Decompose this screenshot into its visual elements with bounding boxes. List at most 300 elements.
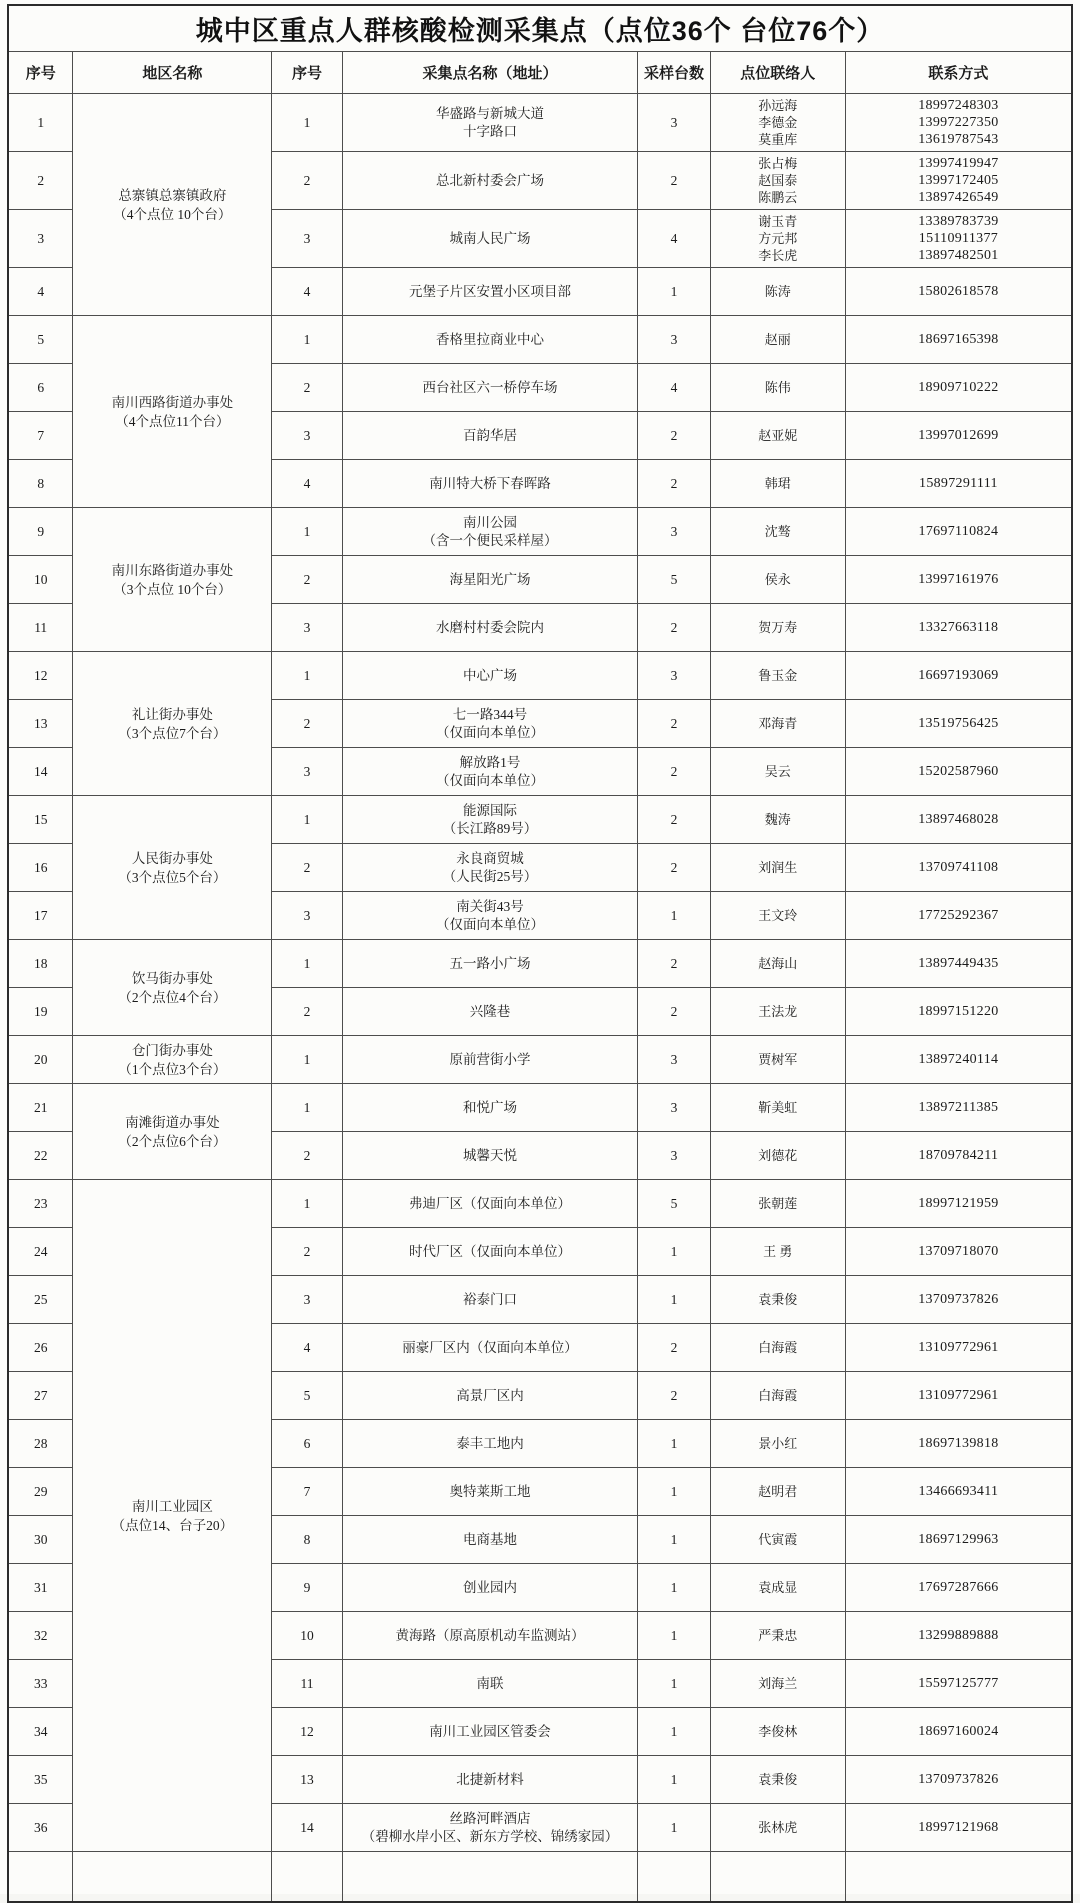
- site-cell: [342, 1708, 638, 1756]
- stations-cell: 2: [638, 604, 710, 652]
- phone-cell: [845, 364, 1072, 412]
- site-cell: [342, 460, 638, 508]
- stations-cell: 3: [638, 316, 710, 364]
- stations-cell: 3: [638, 1084, 710, 1132]
- empty-cell: [638, 1852, 710, 1902]
- site-cell: [342, 1132, 638, 1180]
- stations-cell: 3: [638, 508, 710, 556]
- contact-cell: [710, 1276, 845, 1324]
- phone-line: 13709741108: [918, 860, 999, 875]
- site-line: 元堡子片区安置小区项目部: [408, 283, 571, 299]
- site-number-cell: 2: [272, 700, 342, 748]
- region-name: 礼让街办事处: [131, 706, 213, 722]
- phone-line: 15897291111: [919, 476, 998, 491]
- phone-line: 13466693411: [918, 1484, 999, 1499]
- site-cell: [342, 1804, 638, 1852]
- table-row: [8, 796, 1072, 844]
- contact-line: 侯永: [764, 572, 791, 587]
- contact-line: 方元邦: [758, 231, 798, 246]
- column-header-serial: 序号: [8, 52, 73, 94]
- site-line: 中心广场: [462, 667, 517, 683]
- phone-line: 18909710222: [918, 380, 999, 395]
- site-number-cell: 3: [272, 748, 342, 796]
- site-cell: [342, 508, 638, 556]
- empty-cell: [73, 1852, 272, 1902]
- phone-cell: [845, 844, 1072, 892]
- contact-line: 袁秉俊: [758, 1292, 798, 1307]
- contact-cell: [710, 268, 845, 316]
- site-number-cell: 6: [272, 1420, 342, 1468]
- phone-line: 13997227350: [918, 115, 999, 130]
- row-number-cell: 29: [8, 1468, 73, 1516]
- phone-line: 17725292367: [918, 908, 999, 923]
- contact-line: 袁秉俊: [758, 1772, 798, 1787]
- table-row: [8, 508, 1072, 556]
- phone-cell: [845, 316, 1072, 364]
- contact-line: 刘润生: [758, 860, 798, 875]
- site-number-cell: 1: [272, 1036, 342, 1084]
- site-line: 高景厂区内: [456, 1387, 524, 1403]
- phone-cell: [845, 94, 1072, 152]
- row-number-cell: 19: [8, 988, 73, 1036]
- region-cell: [73, 940, 272, 1036]
- phone-cell: [845, 268, 1072, 316]
- contact-line: 张占梅: [758, 156, 798, 171]
- site-number-cell: 3: [272, 412, 342, 460]
- site-number-cell: 2: [272, 364, 342, 412]
- stations-cell: 4: [638, 210, 710, 268]
- site-number-cell: 2: [272, 988, 342, 1036]
- phone-cell: [845, 508, 1072, 556]
- row-number-cell: 22: [8, 1132, 73, 1180]
- site-cell: [342, 1612, 638, 1660]
- stations-cell: 1: [638, 1564, 710, 1612]
- site-cell: [342, 1180, 638, 1228]
- site-line: 海星阳光广场: [449, 571, 531, 587]
- phone-cell: [845, 652, 1072, 700]
- contact-cell: [710, 508, 845, 556]
- phone-cell: [845, 1468, 1072, 1516]
- site-number-cell: 3: [272, 1276, 342, 1324]
- phone-line: 13619787543: [918, 132, 999, 147]
- stations-cell: 2: [638, 940, 710, 988]
- row-number-cell: 34: [8, 1708, 73, 1756]
- site-cell: [342, 892, 638, 940]
- contact-cell: [710, 604, 845, 652]
- site-cell: [342, 412, 638, 460]
- contact-cell: [710, 1756, 845, 1804]
- row-number-cell: 18: [8, 940, 73, 988]
- site-line: 七一路344号: [452, 706, 528, 722]
- stations-cell: 2: [638, 988, 710, 1036]
- row-number-cell: 14: [8, 748, 73, 796]
- phone-cell: [845, 1660, 1072, 1708]
- site-number-cell: 3: [272, 892, 342, 940]
- site-number-cell: 10: [272, 1612, 342, 1660]
- row-number-cell: 23: [8, 1180, 73, 1228]
- site-cell: [342, 1516, 638, 1564]
- column-header-site-name: 采集点名称（地址）: [342, 52, 638, 94]
- contact-line: 袁成显: [758, 1580, 798, 1595]
- contact-cell: [710, 152, 845, 210]
- contact-line: 景小红: [758, 1436, 798, 1451]
- phone-line: 15110911377: [918, 231, 999, 246]
- contact-cell: [710, 844, 845, 892]
- phone-line: 15802618578: [918, 284, 999, 299]
- table-row: [8, 94, 1072, 152]
- site-number-cell: 1: [272, 652, 342, 700]
- contact-line: 李俊林: [758, 1724, 798, 1739]
- header-row: [8, 52, 1072, 94]
- site-cell: [342, 364, 638, 412]
- site-number-cell: 4: [272, 460, 342, 508]
- row-number-cell: 16: [8, 844, 73, 892]
- row-number-cell: 33: [8, 1660, 73, 1708]
- stations-cell: 2: [638, 844, 710, 892]
- site-line: 南川特大桥下春晖路: [429, 475, 551, 491]
- site-line: （仅面向本单位）: [435, 916, 544, 932]
- table-row: [8, 1036, 1072, 1084]
- row-number-cell: 3: [8, 210, 73, 268]
- site-line: 和悦广场: [462, 1099, 517, 1115]
- stations-cell: 3: [638, 94, 710, 152]
- phone-cell: [845, 892, 1072, 940]
- site-line: 解放路1号: [459, 754, 521, 770]
- region-cell: [73, 508, 272, 652]
- empty-row: [8, 1852, 1072, 1902]
- site-number-cell: 3: [272, 210, 342, 268]
- phone-line: 16697193069: [918, 668, 999, 683]
- stations-cell: 2: [638, 796, 710, 844]
- contact-line: 沈骜: [764, 524, 791, 539]
- phone-cell: [845, 1036, 1072, 1084]
- site-cell: [342, 700, 638, 748]
- phone-cell: [845, 1564, 1072, 1612]
- site-line: （仅面向本单位）: [435, 772, 544, 788]
- phone-cell: [845, 796, 1072, 844]
- row-number-cell: 28: [8, 1420, 73, 1468]
- row-number-cell: 9: [8, 508, 73, 556]
- phone-line: 13897211385: [918, 1100, 999, 1115]
- site-cell: [342, 210, 638, 268]
- row-number-cell: 5: [8, 316, 73, 364]
- column-header-contact: 点位联络人: [710, 52, 845, 94]
- site-cell: [342, 1372, 638, 1420]
- site-number-cell: 9: [272, 1564, 342, 1612]
- contact-cell: [710, 700, 845, 748]
- phone-line: 18997248303: [918, 98, 999, 113]
- contact-line: 陈涛: [764, 284, 791, 299]
- stations-cell: 1: [638, 892, 710, 940]
- contact-line: 王法龙: [758, 1004, 798, 1019]
- row-number-cell: 13: [8, 700, 73, 748]
- site-number-cell: 1: [272, 1084, 342, 1132]
- site-number-cell: 1: [272, 94, 342, 152]
- site-line: 南联: [476, 1675, 504, 1691]
- contact-cell: [710, 364, 845, 412]
- site-cell: [342, 844, 638, 892]
- phone-cell: [845, 604, 1072, 652]
- stations-cell: 5: [638, 1180, 710, 1228]
- contact-line: 靳美虹: [758, 1100, 798, 1115]
- site-line: 永良商贸城: [456, 850, 524, 866]
- site-number-cell: 2: [272, 1228, 342, 1276]
- site-line: 五一路小广场: [449, 955, 531, 971]
- phone-line: 15202587960: [918, 764, 999, 779]
- contact-cell: [710, 1372, 845, 1420]
- contact-cell: [710, 1564, 845, 1612]
- contact-cell: [710, 412, 845, 460]
- row-number-cell: 8: [8, 460, 73, 508]
- site-line: 泰丰工地内: [456, 1435, 524, 1451]
- contact-cell: [710, 940, 845, 988]
- site-number-cell: 2: [272, 844, 342, 892]
- phone-cell: [845, 556, 1072, 604]
- row-number-cell: 1: [8, 94, 73, 152]
- site-cell: [342, 1420, 638, 1468]
- phone-line: 13997161976: [918, 572, 999, 587]
- contact-line: 赵明君: [758, 1484, 798, 1499]
- row-number-cell: 7: [8, 412, 73, 460]
- site-cell: [342, 604, 638, 652]
- contact-cell: [710, 210, 845, 268]
- contact-line: 白海霞: [758, 1340, 798, 1355]
- site-line: 华盛路与新城大道: [435, 105, 544, 121]
- row-number-cell: 36: [8, 1804, 73, 1852]
- phone-cell: [845, 412, 1072, 460]
- contact-line: 白海霞: [758, 1388, 798, 1403]
- row-number-cell: 31: [8, 1564, 73, 1612]
- region-note: （2个点位6个台）: [118, 1133, 227, 1149]
- contact-cell: [710, 460, 845, 508]
- site-number-cell: 4: [272, 268, 342, 316]
- stations-cell: 1: [638, 1276, 710, 1324]
- region-name: 饮马街办事处: [131, 970, 213, 986]
- site-number-cell: 1: [272, 1180, 342, 1228]
- contact-line: 张林虎: [758, 1820, 798, 1835]
- phone-line: 13109772961: [918, 1388, 999, 1403]
- site-line: 城馨天悦: [462, 1147, 517, 1163]
- contact-line: 魏涛: [764, 812, 791, 827]
- stations-cell: 1: [638, 1228, 710, 1276]
- page-title: 城中区重点人群核酸检测采集点（点位36个 台位76个）: [8, 5, 1072, 52]
- site-number-cell: 13: [272, 1756, 342, 1804]
- phone-cell: [845, 1084, 1072, 1132]
- site-number-cell: 4: [272, 1324, 342, 1372]
- contact-line: 赵亚妮: [758, 428, 798, 443]
- phone-line: 13327663118: [918, 620, 999, 635]
- site-line: 南川工业园区管委会: [429, 1723, 551, 1739]
- site-cell: [342, 796, 638, 844]
- site-line: 奥特莱斯工地: [449, 1483, 531, 1499]
- phone-line: 18997121959: [918, 1196, 999, 1211]
- region-name: 南川东路街道办事处: [111, 562, 234, 578]
- region-name: 人民街办事处: [131, 850, 213, 866]
- site-number-cell: 1: [272, 508, 342, 556]
- row-number-cell: 35: [8, 1756, 73, 1804]
- phone-line: 13997172405: [918, 173, 999, 188]
- row-number-cell: 20: [8, 1036, 73, 1084]
- contact-cell: [710, 1612, 845, 1660]
- contact-line: 吴云: [764, 764, 791, 779]
- phone-line: 18997151220: [918, 1004, 999, 1019]
- site-cell: [342, 652, 638, 700]
- site-line: 北捷新材料: [456, 1771, 524, 1787]
- site-number-cell: 2: [272, 556, 342, 604]
- row-number-cell: 10: [8, 556, 73, 604]
- region-note: （3个点位 10个台）: [113, 581, 232, 597]
- site-cell: [342, 152, 638, 210]
- site-line: 香格里拉商业中心: [435, 331, 544, 347]
- contact-line: 张朝莲: [758, 1196, 798, 1211]
- site-number-cell: 11: [272, 1660, 342, 1708]
- site-line: 丝路河畔酒店: [449, 1810, 531, 1826]
- site-line: 丽豪厂区内（仅面向本单位）: [402, 1339, 578, 1355]
- site-line: 城南人民广场: [449, 230, 531, 246]
- site-number-cell: 5: [272, 1372, 342, 1420]
- contact-line: 陈伟: [764, 380, 791, 395]
- contact-line: 陈鹏云: [758, 190, 798, 205]
- phone-cell: [845, 988, 1072, 1036]
- phone-line: 13897240114: [918, 1052, 999, 1067]
- phone-line: 18697165398: [918, 332, 999, 347]
- contact-line: 李德金: [758, 115, 798, 130]
- contact-line: 王 勇: [763, 1244, 793, 1259]
- contact-line: 莫重库: [758, 132, 798, 147]
- site-number-cell: 8: [272, 1516, 342, 1564]
- site-number-cell: 7: [272, 1468, 342, 1516]
- site-number-cell: 14: [272, 1804, 342, 1852]
- contact-cell: [710, 1804, 845, 1852]
- phone-line: 13897482501: [918, 248, 999, 263]
- row-number-cell: 6: [8, 364, 73, 412]
- phone-cell: [845, 1180, 1072, 1228]
- contact-cell: [710, 1516, 845, 1564]
- site-line: 兴隆巷: [469, 1003, 511, 1019]
- contact-line: 鲁玉金: [758, 668, 798, 683]
- stations-cell: 5: [638, 556, 710, 604]
- stations-cell: 2: [638, 1372, 710, 1420]
- table-row: [8, 316, 1072, 364]
- region-name: 南滩街道办事处: [125, 1114, 220, 1130]
- phone-cell: [845, 1516, 1072, 1564]
- contact-line: 王文玲: [758, 908, 798, 923]
- column-header-stations: 采样台数: [638, 52, 710, 94]
- region-cell: [73, 94, 272, 316]
- site-line: （仅面向本单位）: [435, 724, 544, 740]
- title-row: [8, 5, 1072, 52]
- site-line: 弗迪厂区（仅面向本单位）: [408, 1195, 571, 1211]
- empty-cell: [845, 1852, 1072, 1902]
- phone-cell: [845, 460, 1072, 508]
- site-line: 黄海路（原高原机动车监测站）: [395, 1627, 585, 1643]
- row-number-cell: 12: [8, 652, 73, 700]
- stations-cell: 2: [638, 412, 710, 460]
- contact-cell: [710, 1084, 845, 1132]
- phone-line: 13709737826: [918, 1772, 999, 1787]
- stations-cell: 2: [638, 460, 710, 508]
- empty-cell: [342, 1852, 638, 1902]
- contact-cell: [710, 796, 845, 844]
- site-cell: [342, 748, 638, 796]
- contact-line: 邓海青: [758, 716, 798, 731]
- phone-cell: [845, 1132, 1072, 1180]
- contact-cell: [710, 94, 845, 152]
- site-line: （碧柳水岸小区、新东方学校、锦绣家园）: [361, 1828, 619, 1844]
- row-number-cell: 2: [8, 152, 73, 210]
- site-cell: [342, 94, 638, 152]
- site-number-cell: 1: [272, 796, 342, 844]
- site-line: 十字路口: [462, 123, 517, 139]
- region-name: 仓门街办事处: [131, 1042, 213, 1058]
- site-number-cell: 12: [272, 1708, 342, 1756]
- site-cell: [342, 1564, 638, 1612]
- table-body: [8, 94, 1072, 1902]
- region-cell: [73, 316, 272, 508]
- stations-cell: 1: [638, 1660, 710, 1708]
- region-name: 南川工业园区: [131, 1498, 213, 1514]
- row-number-cell: 24: [8, 1228, 73, 1276]
- contact-line: 贺万寿: [758, 620, 798, 635]
- phone-line: 13519756425: [918, 716, 999, 731]
- table-row: [8, 1180, 1072, 1228]
- empty-cell: [8, 1852, 73, 1902]
- contact-cell: [710, 1660, 845, 1708]
- stations-cell: 2: [638, 748, 710, 796]
- stations-cell: 1: [638, 1804, 710, 1852]
- contact-line: 刘海兰: [758, 1676, 798, 1691]
- stations-cell: 1: [638, 1756, 710, 1804]
- phone-line: 13109772961: [918, 1340, 999, 1355]
- site-cell: [342, 1468, 638, 1516]
- site-line: 能源国际: [462, 802, 517, 818]
- site-line: （人民街25号）: [442, 868, 538, 884]
- phone-cell: [845, 1372, 1072, 1420]
- site-line: 时代厂区（仅面向本单位）: [408, 1243, 571, 1259]
- phone-line: 18709784211: [918, 1148, 999, 1163]
- contact-line: 贾树军: [758, 1052, 798, 1067]
- column-header-site-serial: 序号: [272, 52, 342, 94]
- contact-cell: [710, 892, 845, 940]
- contact-line: 韩珺: [764, 476, 791, 491]
- phone-line: 13997012699: [918, 428, 999, 443]
- site-line: 西台社区六一桥停车场: [422, 379, 558, 395]
- phone-line: 13299889888: [918, 1628, 999, 1643]
- contact-cell: [710, 1468, 845, 1516]
- site-number-cell: 1: [272, 316, 342, 364]
- phone-cell: [845, 210, 1072, 268]
- phone-line: 18697160024: [918, 1724, 999, 1739]
- contact-cell: [710, 316, 845, 364]
- phone-line: 13709718070: [918, 1244, 999, 1259]
- phone-cell: [845, 1228, 1072, 1276]
- contact-cell: [710, 1228, 845, 1276]
- site-cell: [342, 988, 638, 1036]
- contact-line: 谢玉青: [758, 214, 798, 229]
- row-number-cell: 32: [8, 1612, 73, 1660]
- phone-cell: [845, 1756, 1072, 1804]
- region-note: （4个点位 10个台）: [113, 206, 232, 222]
- contact-cell: [710, 748, 845, 796]
- contact-line: 代寅霞: [758, 1532, 798, 1547]
- site-cell: [342, 556, 638, 604]
- region-name: 南川西路街道办事处: [111, 394, 234, 410]
- site-cell: [342, 1276, 638, 1324]
- contact-line: 严秉忠: [758, 1628, 798, 1643]
- site-cell: [342, 1036, 638, 1084]
- phone-cell: [845, 940, 1072, 988]
- site-line: 总北新村委会广场: [435, 172, 544, 188]
